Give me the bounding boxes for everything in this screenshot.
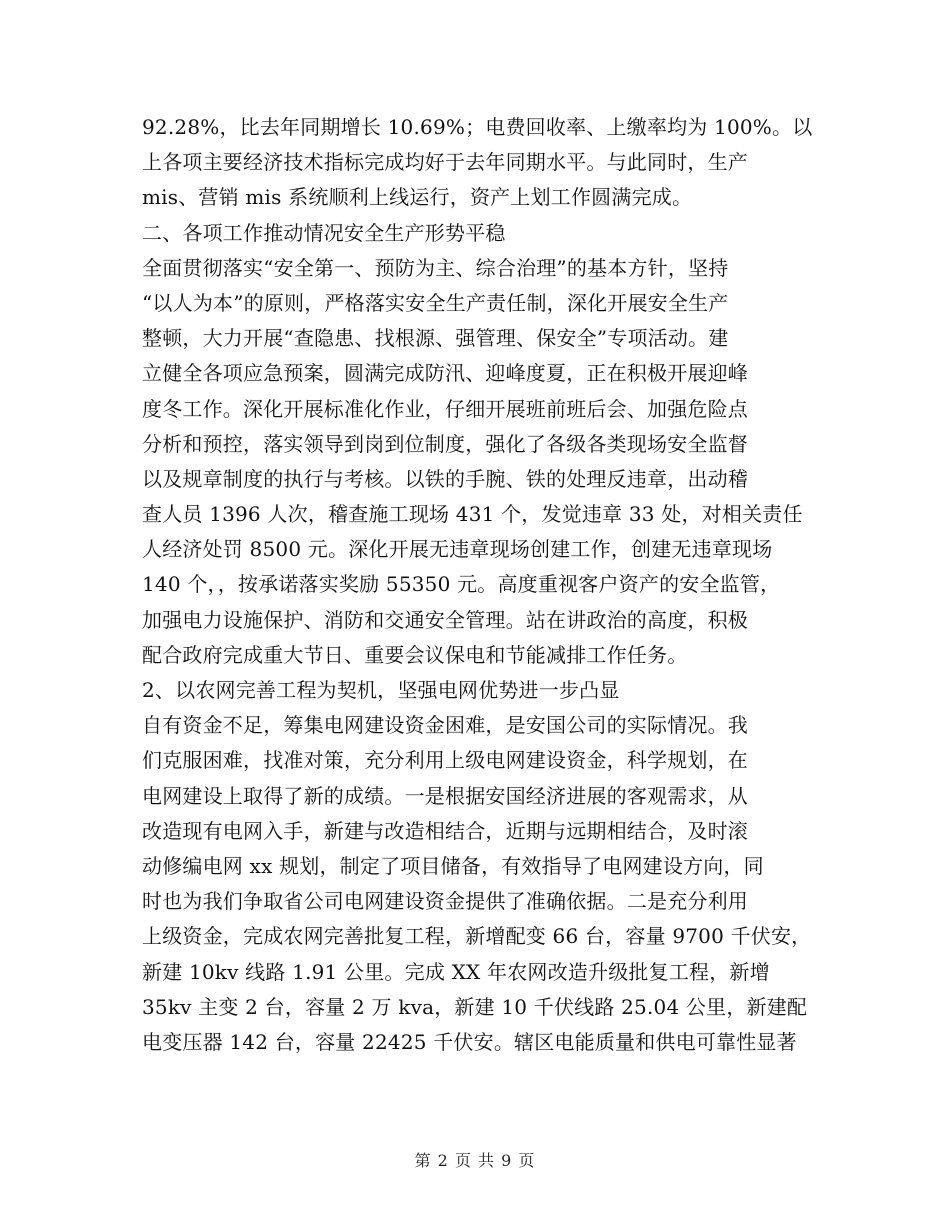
- text-line: 二、各项工作推动情况安全生产形势平稳: [142, 220, 506, 245]
- text-line: 加强电力设施保护、消防和交通安全管理。站在讲政治的高度，积极: [142, 607, 748, 632]
- text-line: 以及规章制度的执行与考核。以铁的手腕、铁的处理反违章，出动稽: [142, 466, 748, 491]
- text-line: 度冬工作。深化开展标准化作业，仔细开展班前班后会、加强危险点: [142, 396, 748, 421]
- text-line: 140 个，，按承诺落实奖励 55350 元。高度重视客户资产的安全监管，: [142, 572, 781, 597]
- page-number-footer: 第 2 页 共 9 页: [414, 1151, 536, 1170]
- text-line: 们克服困难，找准对策，充分利用上级电网建设资金，科学规划，在: [142, 748, 748, 773]
- text-line: 改造现有电网入手，新建与改造相结合，近期与远期相结合，及时滚: [142, 818, 748, 843]
- text-line: 全面贯彻落实“安全第一、预防为主、综合治理”的基本方针，坚持: [142, 255, 729, 280]
- text-line: 配合政府完成重大节日、重要会议保电和节能减排工作任务。: [142, 642, 688, 667]
- text-line: 新建 10kv 线路 1.91 公里。完成 XX 年农网改造升级批复工程，新增: [142, 959, 770, 984]
- text-line: mis、营销 mis 系统顺利上线运行，资产上划工作圆满完成。: [142, 185, 693, 210]
- text-line: 上各项主要经济技术指标完成均好于去年同期水平。与此同时，生产: [142, 150, 748, 175]
- text-line: 分析和预控，落实领导到岗到位制度，强化了各级各类现场安全监督: [142, 431, 748, 456]
- text-line: 整顿，大力开展“查隐患、找根源、强管理、保安全”专项活动。建: [142, 326, 729, 351]
- text-line: 查人员 1396 人次，稽查施工现场 431 个，发觉违章 33 处，对相关责任: [142, 502, 803, 527]
- text-line: 电变压器 142 台，容量 22425 千伏安。辖区电能质量和供电可靠性显著: [142, 1029, 797, 1054]
- text-line: 92.28%，比去年同期增长 10.69%；电费回收率、上缴率均为 100%。以: [142, 115, 813, 139]
- text-line: 电网建设上取得了新的成绩。一是根据安国经济进展的客观需求，从: [142, 783, 748, 808]
- text-line: 自有资金不足，筹集电网建设资金困难，是安国公司的实际情况。我: [142, 713, 748, 738]
- text-line: 人经济处罚 8500 元。深化开展无违章现场创建工作，创建无违章现场: [142, 537, 773, 562]
- text-line: 动修编电网 xx 规划，制定了项目储备，有效指导了电网建设方向，同: [142, 853, 764, 878]
- text-line: 35kv 主变 2 台，容量 2 万 kva，新建 10 千伏线路 25.04 公里，新建配: [142, 994, 808, 1019]
- text-line: 2、以农网完善工程为契机，坚强电网优势进一步凸显: [142, 678, 620, 702]
- body-text: [142, 110, 842, 1060]
- text-line: 立健全各项应急预案，圆满完成防汛、迎峰度夏，正在积极开展迎峰: [142, 361, 748, 386]
- text-line: 上级资金，完成农网完善批复工程，新增配变 66 台，容量 9700 千伏安，: [142, 924, 812, 949]
- text-line: “以人为本”的原则，严格落实安全生产责任制，深化开展安全生产: [142, 290, 729, 315]
- text-line: 时也为我们争取省公司电网建设资金提供了准确依据。二是充分利用: [142, 889, 748, 914]
